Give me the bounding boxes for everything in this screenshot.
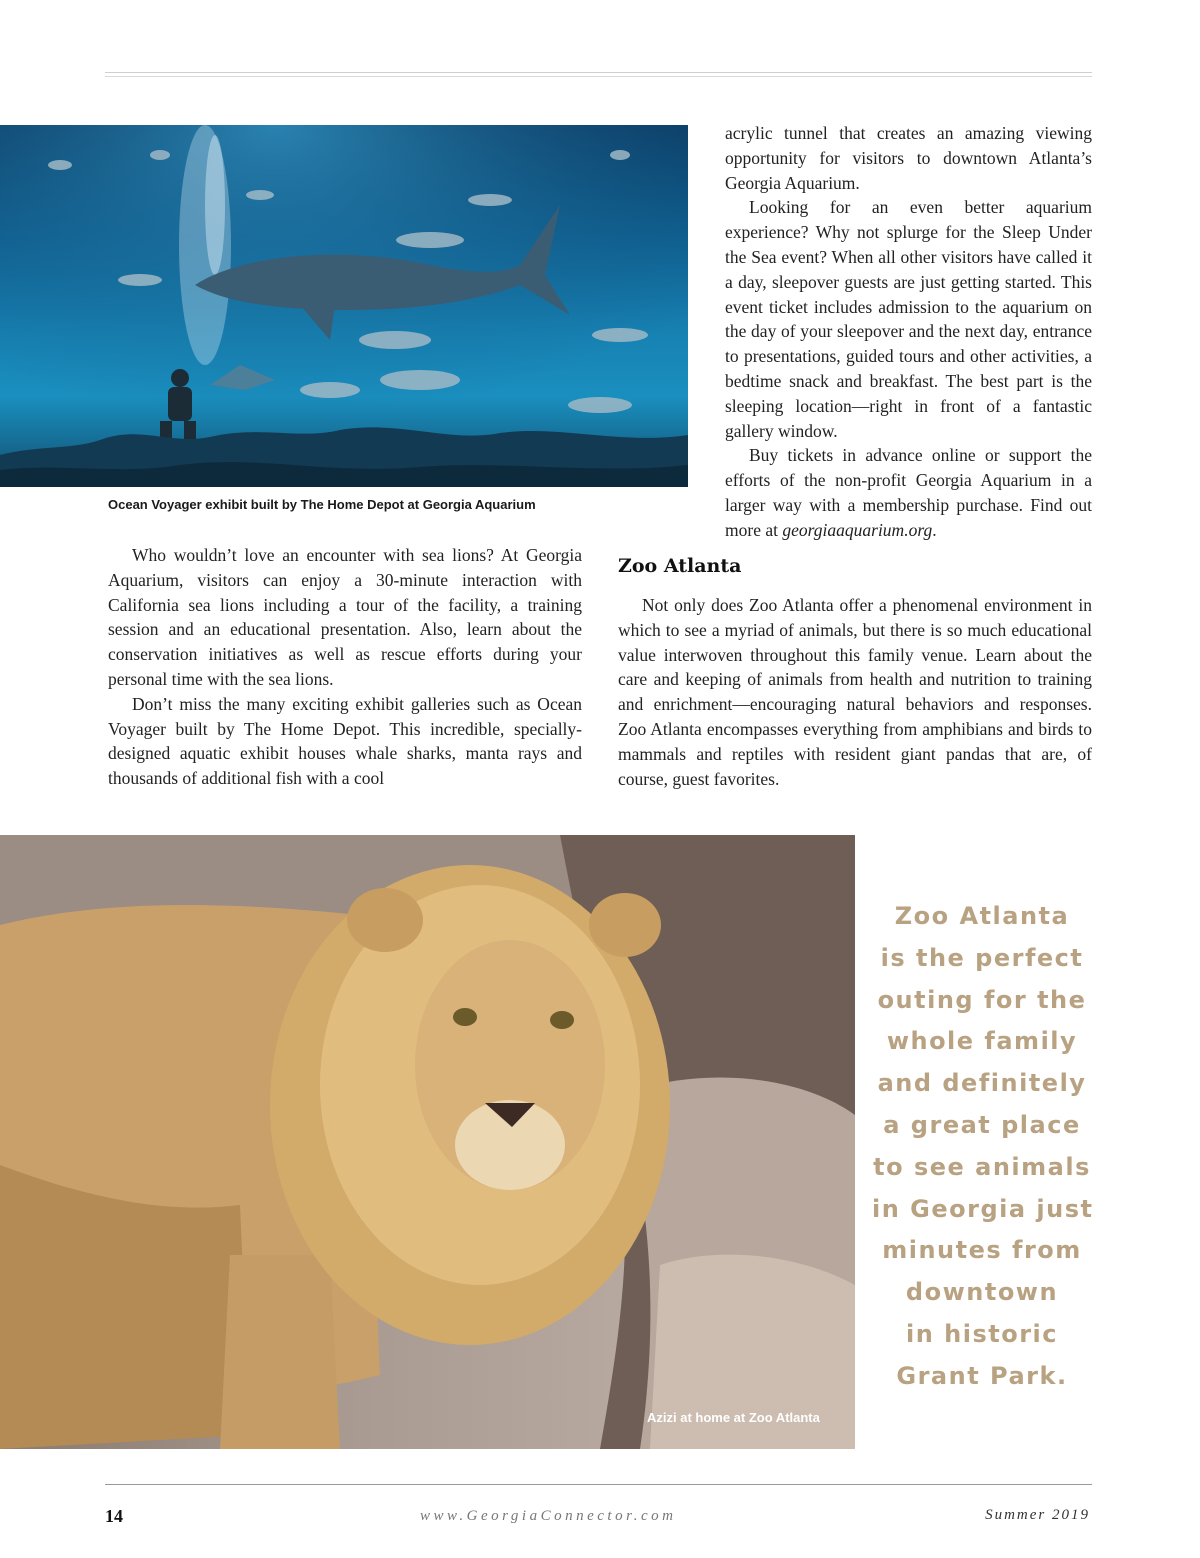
footer-rule bbox=[105, 1484, 1092, 1485]
aquarium-website-link[interactable]: georgiaaquarium.org bbox=[782, 519, 933, 540]
paragraph-text: Buy tickets in advance online or support the efforts of the non-profit Georgia Aquarium in a larger way with a membership purchase. Find out more at bbox=[725, 445, 1092, 540]
pull-quote-line: Grant Park. bbox=[896, 1361, 1068, 1390]
pull-quote-line: outing for the bbox=[877, 985, 1087, 1014]
page-number: 14 bbox=[105, 1506, 123, 1526]
lion-photo-caption: Azizi at home at Zoo Atlanta bbox=[647, 1410, 820, 1425]
paragraph: Not only does Zoo Atlanta offer a phenomenal environment in which to see a myriad of animals, but there is so much educational value interwoven throughout this family venue. Learn about the care and keeping of animals from health and nutrition to training and enrichment—encouraging natural behaviors and responses. Zoo Atlanta encompasses everything from amphibians and birds to mammals and reptiles with resident giant pandas that are, of course, guest favorites. bbox=[618, 595, 1092, 789]
aquarium-continued-column bbox=[725, 121, 1092, 543]
aquarium-photo-caption: Ocean Voyager exhibit built by The Home Depot at Georgia Aquarium bbox=[108, 497, 536, 512]
pull-quote-line: in historic bbox=[905, 1319, 1058, 1348]
pull-quote bbox=[872, 896, 1092, 1398]
pull-quote-line: and definitely bbox=[877, 1069, 1087, 1098]
footer-website-link[interactable]: www.GeorgiaConnector.com bbox=[420, 1508, 677, 1524]
zoo-atlanta-column bbox=[618, 593, 1092, 791]
pull-quote-line: is the perfect bbox=[880, 943, 1084, 972]
paragraph: Don’t miss the many exciting exhibit galleries such as Ocean Voyager built by The Home Depot. This incredible, specially-designed aquatic exhibit houses whale sharks, manta rays and thousands of additional fish with a cool bbox=[108, 693, 582, 789]
paragraph: Buy tickets in advance online or support the efforts of the non-profit Georgia Aquarium in a larger way with a membership purchase. Find out more at georgiaaquarium.org. bbox=[725, 445, 1092, 540]
paragraph: Who wouldn’t love an encounter with sea lions? At Georgia Aquarium, visitors can enjoy a 30-minute interaction with California sea lions including a tour of the facility, a training session and an educational presentation. Also, learn about the conservation initiatives as well as rescue efforts during your personal time with the sea lions. bbox=[108, 545, 582, 689]
pull-quote-line: to see animals bbox=[873, 1152, 1091, 1181]
pull-quote-line: Zoo Atlanta bbox=[894, 902, 1070, 930]
aquarium-photo bbox=[0, 125, 688, 487]
section-heading-zoo-atlanta: Zoo Atlanta bbox=[618, 555, 742, 577]
pull-quote-line: whole family bbox=[886, 1027, 1078, 1056]
footer-issue-date: Summer 2019 bbox=[985, 1507, 1090, 1523]
paragraph: Looking for an even better aquarium experience? Why not splurge for the Sleep Under the Sea event? When all other visitors have called it a day, sleepover guests are just getting started. This event ticket includes admission to the aquarium on the day of your sleepover and the next day, entrance to presentations, guided tours and other activities, a bedtime snack and breakfast. The best part is the sleeping location—right in front of a fantastic gallery window. bbox=[725, 197, 1092, 441]
pull-quote-line: a great place bbox=[883, 1110, 1081, 1139]
header-rule bbox=[105, 72, 1092, 73]
lion-photo bbox=[0, 835, 855, 1449]
pull-quote-line: in Georgia just bbox=[872, 1194, 1094, 1223]
header-rule-secondary bbox=[105, 76, 1092, 77]
sea-lion-column bbox=[108, 543, 582, 791]
pull-quote-line: minutes from bbox=[882, 1236, 1082, 1265]
pull-quote-line: downtown bbox=[905, 1278, 1059, 1307]
paragraph: acrylic tunnel that creates an amazing viewing opportunity for visitors to downtown Atlanta’s Georgia Aquarium. bbox=[725, 123, 1092, 193]
